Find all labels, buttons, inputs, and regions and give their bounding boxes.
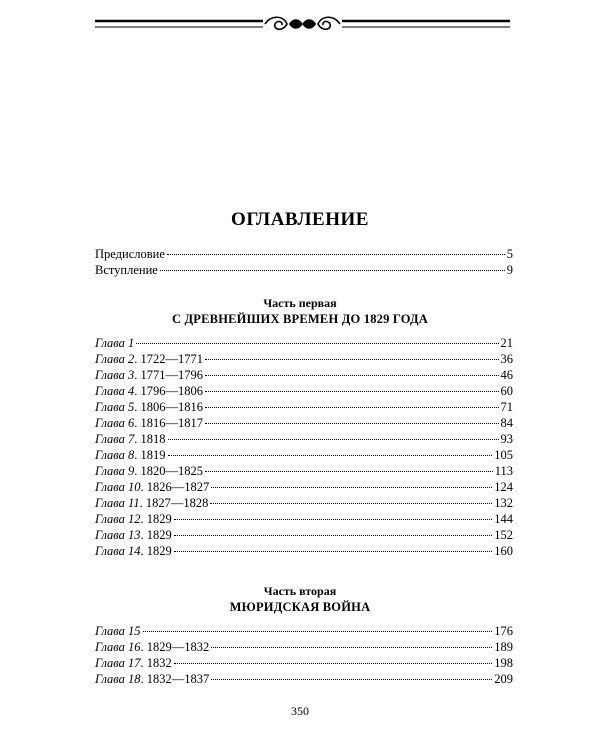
chapter-years: 1829	[146, 544, 172, 558]
toc-entry	[95, 447, 513, 463]
chapter-years: 1820—1825	[140, 464, 204, 478]
toc-entry-page: 21	[500, 336, 513, 350]
part-2-header	[0, 584, 600, 615]
toc-entry-label	[95, 623, 141, 639]
toc-entry-label: Глава 17. 1832	[95, 656, 172, 670]
toc-entry-page: 60	[500, 384, 513, 398]
chapter-years: 1832	[146, 656, 172, 670]
toc-entry-page: 36	[500, 352, 513, 366]
header-ornament	[95, 12, 510, 36]
dot-leader	[210, 503, 492, 504]
chapter-number: Глава 4	[95, 384, 135, 398]
toc-entry-page: 5	[506, 247, 513, 261]
chapter-number: Глава 7	[95, 432, 135, 446]
chapter-number: Глава 6	[95, 416, 135, 430]
chapter-years: 1818	[140, 432, 166, 446]
toc-entry	[95, 479, 513, 495]
toc-entry-page: 9	[506, 263, 513, 277]
toc-entry	[95, 246, 513, 262]
toc-entry	[95, 671, 513, 687]
chapter-years: 1829	[146, 528, 172, 542]
toc-entry-label: Вступление	[95, 263, 158, 277]
chapter-years: 1771—1796	[140, 368, 204, 382]
toc-entry	[95, 351, 513, 367]
toc-entry-label: Глава 18. 1832—1837	[95, 672, 210, 686]
toc-entry-page: 105	[494, 448, 513, 462]
toc-entry-page: 46	[500, 368, 513, 382]
dot-leader	[167, 254, 505, 255]
chapter-number: Глава 2	[95, 352, 135, 366]
dot-leader	[174, 663, 492, 664]
part-1-heading: Часть первая	[263, 296, 337, 310]
chapter-number: Глава 15	[95, 624, 141, 638]
chapter-number: Глава 13	[95, 528, 141, 542]
toc-entry	[95, 495, 513, 511]
intro-list	[95, 246, 513, 278]
part-2-heading: Часть вторая	[263, 584, 337, 598]
dot-leader	[205, 423, 498, 424]
page-title: ОГЛАВЛЕНИЕ	[231, 209, 369, 230]
toc-entry-label: Глава 14. 1829	[95, 544, 172, 558]
toc-entry	[95, 543, 513, 559]
toc-entry-label: Глава 6. 1816—1817	[95, 416, 204, 430]
toc-entry-page: 198	[494, 656, 513, 670]
dot-leader	[174, 535, 492, 536]
toc-entry	[95, 383, 513, 399]
dot-leader	[205, 375, 498, 376]
part-1-title: С ДРЕВНЕЙШИХ ВРЕМЕН ДО 1829 ГОДА	[171, 312, 429, 326]
page-number: 350	[291, 704, 309, 718]
toc-entry-page: 209	[494, 672, 513, 686]
toc-entry	[95, 463, 513, 479]
part-2-chapter-list	[95, 623, 513, 687]
dot-leader	[143, 631, 493, 632]
toc-entry-label: Глава 11. 1827—1828	[95, 496, 209, 510]
toc-entry	[95, 527, 513, 543]
part-2-title: МЮРИДСКАЯ ВОЙНА	[229, 600, 371, 614]
toc-entry-page: 176	[494, 624, 513, 638]
chapter-years: 1827—1828	[145, 496, 209, 510]
part-1-chapter-list	[95, 335, 513, 559]
dot-leader	[174, 551, 492, 552]
dot-leader	[205, 407, 498, 408]
toc-entry-label: Глава 16. 1829—1832	[95, 640, 210, 654]
toc-entry	[95, 262, 513, 278]
chapter-number: Глава 8	[95, 448, 135, 462]
toc-entry-label: Глава 9. 1820—1825	[95, 464, 204, 478]
dot-leader	[205, 471, 493, 472]
chapter-number: Глава 17	[95, 656, 141, 670]
chapter-number: Глава 16	[95, 640, 141, 654]
dot-leader	[211, 647, 492, 648]
dot-leader	[136, 343, 498, 344]
chapter-years: 1829—1832	[146, 640, 210, 654]
toc-entry	[95, 335, 513, 351]
dot-leader	[205, 391, 498, 392]
toc-entry-label: Глава 3. 1771—1796	[95, 368, 204, 382]
chapter-years: 1806—1816	[140, 400, 204, 414]
toc-entry-label: Глава 8. 1819	[95, 448, 166, 462]
dot-leader	[174, 519, 492, 520]
dot-leader	[211, 487, 492, 488]
toc-entry	[95, 415, 513, 431]
toc-entry-page: 160	[494, 544, 513, 558]
toc-entry-page: 71	[500, 400, 513, 414]
dot-leader	[160, 270, 505, 271]
chapter-number: Глава 10	[95, 480, 141, 494]
toc-entry-label: Глава 7. 1818	[95, 432, 166, 446]
toc-entry-label	[95, 335, 134, 351]
toc-entry	[95, 399, 513, 415]
chapter-years: 1816—1817	[140, 416, 204, 430]
chapter-years: 1829	[146, 512, 172, 526]
chapter-years: 1819	[140, 448, 166, 462]
dot-leader	[205, 359, 498, 360]
toc-entry	[95, 367, 513, 383]
toc-entry-label: Глава 2. 1722—1771	[95, 352, 204, 366]
toc-entry-page: 124	[494, 480, 513, 494]
chapter-number: Глава 3	[95, 368, 135, 382]
toc-entry-label: Глава 4. 1796—1806	[95, 384, 204, 398]
toc-entry-label: Глава 5. 1806—1816	[95, 400, 204, 414]
toc-entry-page: 132	[494, 496, 513, 510]
toc-entry-label: Глава 13. 1829	[95, 528, 172, 542]
toc-entry	[95, 639, 513, 655]
toc-entry-page: 189	[494, 640, 513, 654]
toc-entry-page: 152	[494, 528, 513, 542]
toc-entry	[95, 655, 513, 671]
toc-entry-label: Глава 12. 1829	[95, 512, 172, 526]
toc-entry	[95, 623, 513, 639]
toc-entry-label: Предисловие	[95, 247, 165, 261]
chapter-number: Глава 14	[95, 544, 141, 558]
chapter-years: 1826—1827	[146, 480, 210, 494]
chapter-number: Глава 12	[95, 512, 141, 526]
part-1-header	[0, 296, 600, 327]
toc-entry	[95, 511, 513, 527]
dot-leader	[211, 679, 492, 680]
toc-entry-page: 144	[494, 512, 513, 526]
toc-entry-page: 113	[494, 464, 513, 478]
chapter-number: Глава 18	[95, 672, 141, 686]
toc-entry	[95, 431, 513, 447]
chapter-years: 1832—1837	[146, 672, 210, 686]
chapter-number: Глава 1	[95, 336, 135, 350]
toc-entry-page: 84	[500, 416, 513, 430]
toc-entry-page: 93	[500, 432, 513, 446]
chapter-years: 1796—1806	[140, 384, 204, 398]
chapter-number: Глава 9	[95, 464, 135, 478]
chapter-number: Глава 11	[95, 496, 140, 510]
chapter-number: Глава 5	[95, 400, 135, 414]
dot-leader	[168, 439, 499, 440]
toc-entry-label: Глава 10. 1826—1827	[95, 480, 210, 494]
dot-leader	[168, 455, 493, 456]
chapter-years: 1722—1771	[140, 352, 204, 366]
